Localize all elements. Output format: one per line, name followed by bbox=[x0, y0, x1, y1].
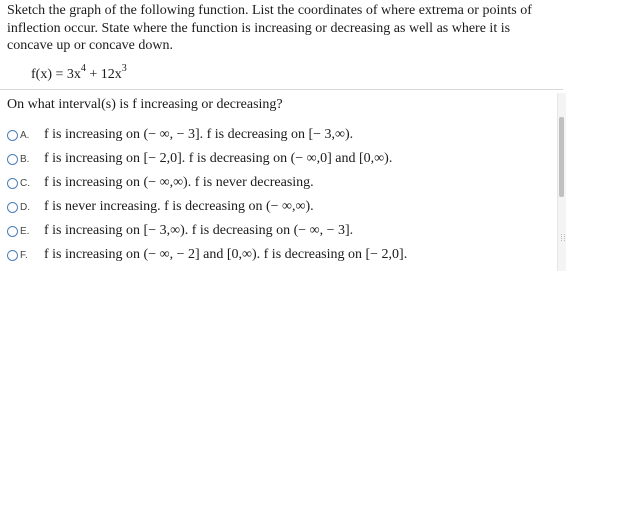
option-text[interactable]: f is increasing on [− 3,∞). f is decreasing on (− ∞, − 3]. bbox=[44, 223, 354, 238]
radio-button-icon[interactable] bbox=[7, 226, 18, 237]
option-letter: A. bbox=[20, 129, 30, 141]
option-text[interactable]: f is increasing on (− ∞, − 3]. f is decreasing on [− 3,∞). bbox=[44, 127, 354, 142]
option-letter: B. bbox=[20, 153, 30, 165]
option-f[interactable] bbox=[7, 243, 407, 267]
section-divider bbox=[0, 89, 563, 90]
radio-button-icon[interactable] bbox=[7, 130, 18, 141]
option-letter: C. bbox=[20, 177, 30, 189]
option-letter: F. bbox=[20, 249, 28, 261]
answer-options bbox=[7, 123, 407, 267]
option-text[interactable]: f is increasing on (− ∞, − 2] and [0,∞). f is decreasing on [− 2,0]. bbox=[44, 247, 408, 262]
option-c[interactable] bbox=[7, 171, 407, 195]
radio-button-icon[interactable] bbox=[7, 202, 18, 213]
option-letter: E. bbox=[20, 225, 30, 237]
function-formula bbox=[31, 63, 127, 83]
radio-button-icon[interactable] bbox=[7, 250, 18, 261]
option-text[interactable]: f is increasing on [− 2,0]. f is decreasing on (− ∞,0] and [0,∞). bbox=[44, 151, 393, 166]
option-text[interactable]: f is increasing on (− ∞,∞). f is never decreasing. bbox=[44, 175, 314, 190]
radio-button-icon[interactable] bbox=[7, 154, 18, 165]
option-a[interactable] bbox=[7, 123, 407, 147]
problem-prompt: Sketch the graph of the following function. List the coordinates of where extrema or points of inflection occur. State where the function is increasing or decreasing as well as where it is concave up or concave down. bbox=[7, 3, 532, 53]
option-text[interactable]: f is never increasing. f is decreasing on (− ∞,∞). bbox=[44, 199, 314, 214]
radio-button-icon[interactable] bbox=[7, 178, 18, 189]
question-text: On what interval(s) is f increasing or decreasing? bbox=[7, 97, 283, 112]
formula-lhs: f(x) = 3x bbox=[31, 67, 81, 82]
option-b[interactable] bbox=[7, 147, 407, 171]
resize-grip-icon[interactable] bbox=[561, 234, 565, 241]
scrollbar-thumb[interactable] bbox=[559, 117, 564, 197]
formula-exponent-1: 4 bbox=[80, 63, 86, 75]
option-d[interactable] bbox=[7, 195, 407, 219]
formula-mid: + 12x bbox=[85, 67, 122, 82]
option-e[interactable] bbox=[7, 219, 407, 243]
option-letter: D. bbox=[20, 201, 30, 213]
formula-exponent-2: 3 bbox=[121, 63, 127, 75]
